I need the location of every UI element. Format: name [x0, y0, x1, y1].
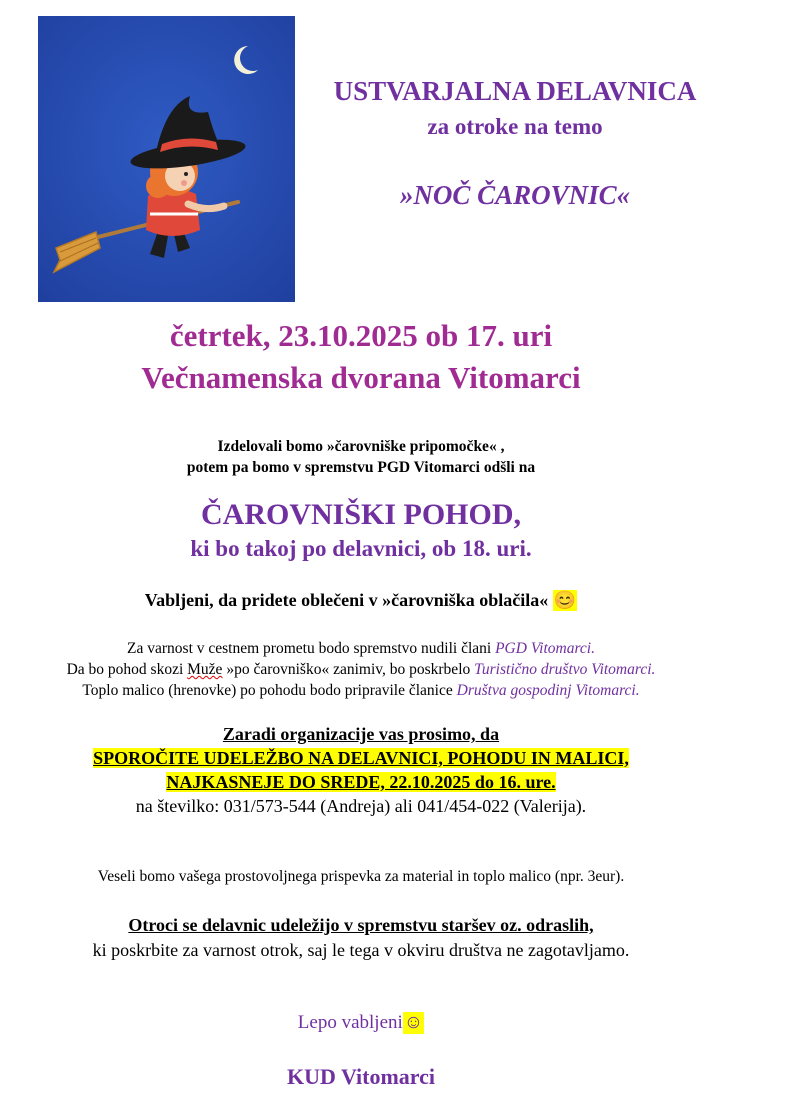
pohod-title: ČAROVNIŠKI POHOD,	[200, 498, 522, 531]
subtitle-line: za otroke na temo	[427, 114, 603, 139]
children-note	[0, 913, 722, 963]
info-paragraph	[0, 638, 722, 701]
highlight-text: NAJKASNEJE DO SREDE, 22.10.2025 do 16. ure.	[166, 772, 556, 792]
witch-on-broom-illustration	[38, 16, 295, 302]
intro-line-2: potem pa bomo v spremstvu PGD Vitomarci odšli na	[186, 459, 536, 476]
info-line-3	[0, 680, 722, 701]
info-text: Toplo malico (hrenovke) po pohodu bodo pripravile članice	[82, 682, 457, 699]
registration-lead: Zaradi organizacije vas prosimo, da	[222, 724, 500, 744]
place-muze: Muže	[187, 661, 223, 678]
theme-title: »NOČ ČAROVNIC«	[399, 180, 631, 210]
title-line: USTVARJALNA DELAVNICA	[333, 76, 697, 106]
org-gospodinje: Društva gospodinj Vitomarci.	[456, 682, 640, 699]
children-lead: Otroci se delavnic udeležijo v spremstvu staršev oz. odraslih,	[128, 915, 594, 935]
highlight-text: SPOROČITE UDELEŽBO NA DELAVNICI, POHODU IN MALICI,	[93, 748, 629, 768]
org-pgd: PGD Vitomarci.	[495, 640, 595, 657]
info-text: Za varnost v cestnem prometu bodo spremstvo nudili člani	[127, 640, 496, 657]
smile-icon: ☺	[403, 1012, 424, 1033]
registration-contacts: na številko: 031/573-544 (Andreja) ali 041/454-022 (Valerija).	[135, 796, 587, 816]
children-rest: ki poskrbite za varnost otrok, saj le tega v okviru društva ne zagotavljamo.	[92, 940, 630, 960]
info-text: »po čarovniško« zanimiv, bo poskrbelo	[222, 661, 475, 678]
info-line-2	[0, 659, 722, 680]
pohod-subtitle: ki bo takoj po delavnici, ob 18. uri.	[190, 536, 532, 561]
registration-highlight-2	[0, 770, 722, 794]
invite-text: Vabljeni, da pridete oblečeni v »čarovniška oblačila«	[144, 590, 549, 610]
contribution-note: Veseli bomo vašega prostovoljnega prispevka za material in toplo malico (npr. 3eur).	[97, 868, 625, 885]
signature: KUD Vitomarci	[286, 1064, 436, 1089]
closing-text: Lepo vabljeni	[297, 1012, 403, 1033]
registration-highlight-1	[0, 746, 722, 770]
org-turisticno: Turistično društvo Vitomarci.	[474, 661, 656, 678]
registration-block	[0, 722, 722, 818]
event-venue: Večnamenska dvorana Vitomarci	[141, 360, 581, 395]
costume-invite	[0, 590, 722, 611]
smile-icon: 😊	[553, 590, 577, 610]
info-line-1	[0, 638, 722, 659]
closing-line	[0, 1012, 722, 1034]
intro-text	[0, 436, 722, 478]
intro-line-1: Izdelovali bomo »čarovniške pripomočke« ,	[217, 438, 505, 455]
info-text: Da bo pohod skozi	[66, 661, 188, 678]
event-date: četrtek, 23.10.2025 ob 17. uri	[169, 318, 553, 353]
